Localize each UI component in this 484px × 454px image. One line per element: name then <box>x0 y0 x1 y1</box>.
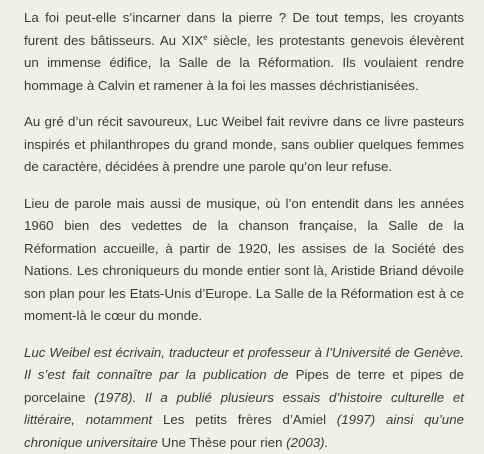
bio-text-3: (1997) ainsi qu’une chronique universitaire <box>24 412 464 450</box>
bio-text-1: Luc Weibel est écrivain, traducteur et professeur à l’Université de Genève. Il s’est fait connaître par la publication de <box>24 345 464 383</box>
book-title-2: Les petits frères d’Amiel <box>163 412 326 427</box>
century-superscript: e <box>203 33 207 42</box>
book-title-3: Une Thèse pour rien <box>161 435 282 450</box>
paragraph-intro <box>24 7 464 97</box>
intro-text-a: La foi peut-elle s’incarner dans la pierre ? De tout temps, les croyants furent des bâtisseurs. Au XIX <box>24 10 464 48</box>
bio-text-4: (2003). <box>282 435 328 450</box>
bio-text-2: (1978). Il a publié plusieurs essais d’histoire culturelle et littéraire, notamment <box>24 390 464 428</box>
paragraph-author-bio <box>24 342 464 454</box>
book-title-1: Pipes de terre et pipes de porcelaine <box>24 367 464 405</box>
paragraph-history: Lieu de parole mais aussi de musique, où l’on entendit dans les années 1960 bien des vedettes de la chanson française, la Salle de la Réformation accueille, à partir de 1920, les assises de la Société des Nations. Les chroniqueurs du monde entier sont là, Aristide Briand dévoile son plan pour les Etats-Unis d’Europe. La Salle de la Réformation est à ce moment-là le cœur du monde. <box>24 193 464 328</box>
paragraph-story: Au gré d’un récit savoureux, Luc Weibel fait revivre dans ce livre pasteurs inspirés et philanthropes du grand monde, sans oublier quelques femmes de caractère, décidées à prendre une parole qu’on leur refuse. <box>24 111 464 179</box>
intro-text-b: siècle, les protestants genevois élevèrent un immense édifice, la Salle de la Réformation. Ils voulaient rendre hommage à Calvin et ramener à la foi les masses déchristianisées. <box>24 33 464 93</box>
